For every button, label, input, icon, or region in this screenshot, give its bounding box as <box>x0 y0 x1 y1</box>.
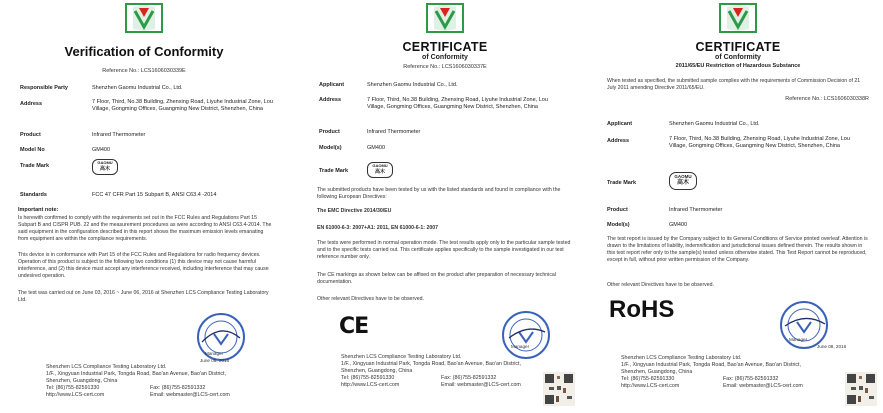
paragraph: The tests were performed in normal operation mode. The test results apply only to the particular sample tested and to the specific tests carried out. This certificate applies specifically to the sample investigated in our test reference number only. <box>317 240 571 260</box>
brand-latin: GAOMU <box>372 163 388 168</box>
paragraph: The submitted products have been tested by us with the listed standards and found in compliance with the following European Directives: <box>317 187 561 200</box>
paragraph: The test report is issued by the Company subject to its General Conditions of Service printed overleaf. Attention is drawn to the limitations of liability, indemnification and jurisdictional issues defined therein. The results shown in this test report refer only to the sample(s) tested unless otherwise stated. This Test Report cannot be reproduced, except in full, without prior written permission of the Company. <box>607 236 868 263</box>
reference-number: Reference No.: LCS1606030339E <box>102 68 186 74</box>
field-value: Shenzhen Gaomu Industrial Co., Ltd. <box>367 82 458 88</box>
footer-city: Shenzhen, Guangdong, China <box>341 368 413 374</box>
stamp-title: Manager <box>511 344 530 349</box>
brand-chinese: 高木 <box>374 169 385 175</box>
intro-paragraph: When tested as specified, the submitted sample complies with the requirements of Commission Decision of 21 July 2011 amending Directive 2011/65/EU. <box>607 78 861 91</box>
field-value: Shenzhen Gaomu Industrial Co., Ltd. <box>669 121 760 127</box>
footer-tel: Tel: (86)755-82591330 <box>621 376 675 382</box>
field-label: Standards <box>20 192 47 198</box>
field-value: FCC 47 CFR Part 15 Subpart B, ANSI C63.4 -2014 <box>92 192 217 198</box>
field-label: Model No <box>20 147 45 153</box>
stamp-date: June 06, 2016 <box>200 358 230 363</box>
reference-number: Reference No.: LCS1606030337E <box>403 64 487 70</box>
footer-email: Email: webmaster@LCS-cert.com <box>441 382 521 388</box>
notice-heading: Important note: <box>18 207 59 213</box>
field-value: 7 Floor, Third, No.38 Building, Zhenxing Road, Liyuhe Industrial Zone, Lou Village, Gongming Offices, Guangming New District, Shenzhen, China <box>367 97 548 110</box>
field-label: Applicant <box>319 82 345 88</box>
footer-tel: Tel: (86)755-82591330 <box>46 385 100 391</box>
directive-title: 2011/65/EU Restriction of Hazardous Substance <box>675 63 801 69</box>
gaomu-brand-logo <box>367 162 393 178</box>
field-label: Responsible Party <box>20 85 68 91</box>
gaomu-brand-logo <box>669 172 697 190</box>
field-label: Product <box>607 207 628 213</box>
field-value: Infrared Thermometer <box>367 129 421 135</box>
field-label: Model(s) <box>319 145 342 151</box>
field-value: GM400 <box>92 147 111 153</box>
field-label: Trade Mark <box>20 163 50 169</box>
footer-fax: Fax: (86)755-82591332 <box>723 376 779 382</box>
brand-latin: GAOMU <box>97 160 113 165</box>
gaomu-brand-logo <box>92 159 118 175</box>
paragraph: Other relevant Directives have to be observed. <box>607 282 714 288</box>
verification-of-conformity-document <box>0 0 288 413</box>
field-label: Address <box>20 101 43 107</box>
lcs-logo-icon <box>426 3 464 33</box>
field-label: Product <box>319 129 340 135</box>
document-title: CERTIFICATE <box>402 40 488 54</box>
footer-email: Email: webmaster@LCS-cert.com <box>723 383 803 389</box>
stamp-date: June 08, 2016 <box>817 344 847 349</box>
footer-lab: Shenzhen LCS Compliance Testing Laboratory Ltd. <box>621 355 742 361</box>
field-label: Address <box>607 138 630 144</box>
field-value: 7 Floor, Third, No.38 Building, Zhenxing Road, Liyuhe Industrial Zone, Lou Village, Gongming Offices, Guangming New District, Shenzhen, China <box>92 99 273 112</box>
rohs-mark: RoHS <box>609 296 675 323</box>
footer-address: 1/F., Xingyuan Industrial Park, Tongda Road, Bao'an Avenue, Bao'an District, <box>46 371 226 377</box>
rohs-certificate-document <box>593 0 883 413</box>
field-label: Model(s) <box>607 222 630 228</box>
field-value: Infrared Thermometer <box>92 132 146 138</box>
brand-chinese: 高木 <box>676 180 689 186</box>
brand-latin: GAOMU <box>674 174 692 179</box>
paragraph: The test was carried out on June 03, 2016 ~ June 06, 2016 at Shenzhen LCS Compliance Testing Laboratory Ltd. <box>18 290 269 303</box>
footer-fax: Fax: (86)755-82591332 <box>150 385 206 391</box>
footer-lab: Shenzhen LCS Compliance Testing Laboratory Ltd. <box>341 354 462 360</box>
field-label: Trade Mark <box>319 168 349 174</box>
footer-email: Email: webmaster@LCS-cert.com <box>150 392 230 398</box>
footer-address: 1/F., Xingyuan Industrial Park, Tongda Road, Bao'an Avenue, Bao'an District, <box>621 362 801 368</box>
ce-certificate-document <box>301 0 589 413</box>
field-value: Shenzhen Gaomu Industrial Co., Ltd. <box>92 85 183 91</box>
qr-code-icon <box>845 372 877 406</box>
footer-address: 1/F., Xingyuan Industrial Park, Tongda Road, Bao'an Avenue, Bao'an District, <box>341 361 521 367</box>
paragraph: Is herewith confirmed to comply with the requirements set out in the FCC Rules and Regulations Part 15 Subpart B and CISPR PUB. 22 and the measurement procedures as were according to ANSI C63.4-2014. The said equipment in the configuration described in this report shows the maximum emission levels emanating from equipment are within the compliance requirements. <box>18 215 272 242</box>
footer-website-link[interactable]: http://www.LCS-cert.com <box>341 382 400 388</box>
qr-code-icon <box>543 372 575 406</box>
stamp-title: Manager <box>789 337 808 342</box>
standards-list: EN 61000-6-3: 2007+A1: 2011, EN 61000-6-1: 2007 <box>317 225 438 231</box>
field-value: 7 Floor, Third, No.38 Building, Zhenxing Road, Liyuhe Industrial Zone, Lou Village, Gongming Offices, Guangming New District, Shenzhen, China <box>669 136 850 149</box>
lcs-seal-stamp-icon <box>501 310 551 360</box>
stamp-title: Manager <box>205 351 224 356</box>
field-value: GM400 <box>669 222 688 228</box>
footer-tel: Tel: (86)755-82591330 <box>341 375 395 381</box>
brand-chinese: 高木 <box>99 166 110 172</box>
field-label: Trade Mark <box>607 180 637 186</box>
field-value: Infrared Thermometer <box>669 207 723 213</box>
document-subtitle: of Conformity <box>715 54 761 61</box>
field-value: GM400 <box>367 145 386 151</box>
paragraph: The CE markings as shown below can be affixed on the product after preparation of necessary technical documentation. <box>317 272 556 285</box>
field-label: Product <box>20 132 41 138</box>
ce-mark: CE <box>339 314 369 339</box>
lcs-logo-icon <box>125 3 163 33</box>
paragraph: Other relevant Directives have to be observed. <box>317 296 424 302</box>
document-title: CERTIFICATE <box>695 40 781 54</box>
directive-name: The EMC Directive 2014/30/EU <box>317 208 392 214</box>
paragraph: This device is in conformance with Part 15 of the FCC Rules and Regulations for radio frequency devices. Operation of this product is subject to the following two conditions (1) this device may not cause harmful interference, and (2) this device must accept any interference received, including interference that may cause undesired operation. <box>18 252 269 279</box>
footer-city: Shenzhen, Guangdong, China <box>46 378 118 384</box>
lcs-logo-icon <box>719 3 757 33</box>
field-label: Address <box>319 97 342 103</box>
document-title: Verification of Conformity <box>64 44 224 59</box>
footer-fax: Fax: (86)755-82591332 <box>441 375 497 381</box>
field-label: Applicant <box>607 121 633 127</box>
footer-website-link[interactable]: http://www.LCS-cert.com <box>46 392 105 398</box>
footer-lab: Shenzhen LCS Compliance Testing Laboratory Ltd. <box>46 364 167 370</box>
document-subtitle: of Conformity <box>422 54 468 61</box>
reference-number: Reference No.: LCS1606030338R <box>785 96 869 102</box>
footer-city: Shenzhen, Guangdong, China <box>621 369 693 375</box>
footer-website-link[interactable]: http://www.LCS-cert.com <box>621 383 680 389</box>
